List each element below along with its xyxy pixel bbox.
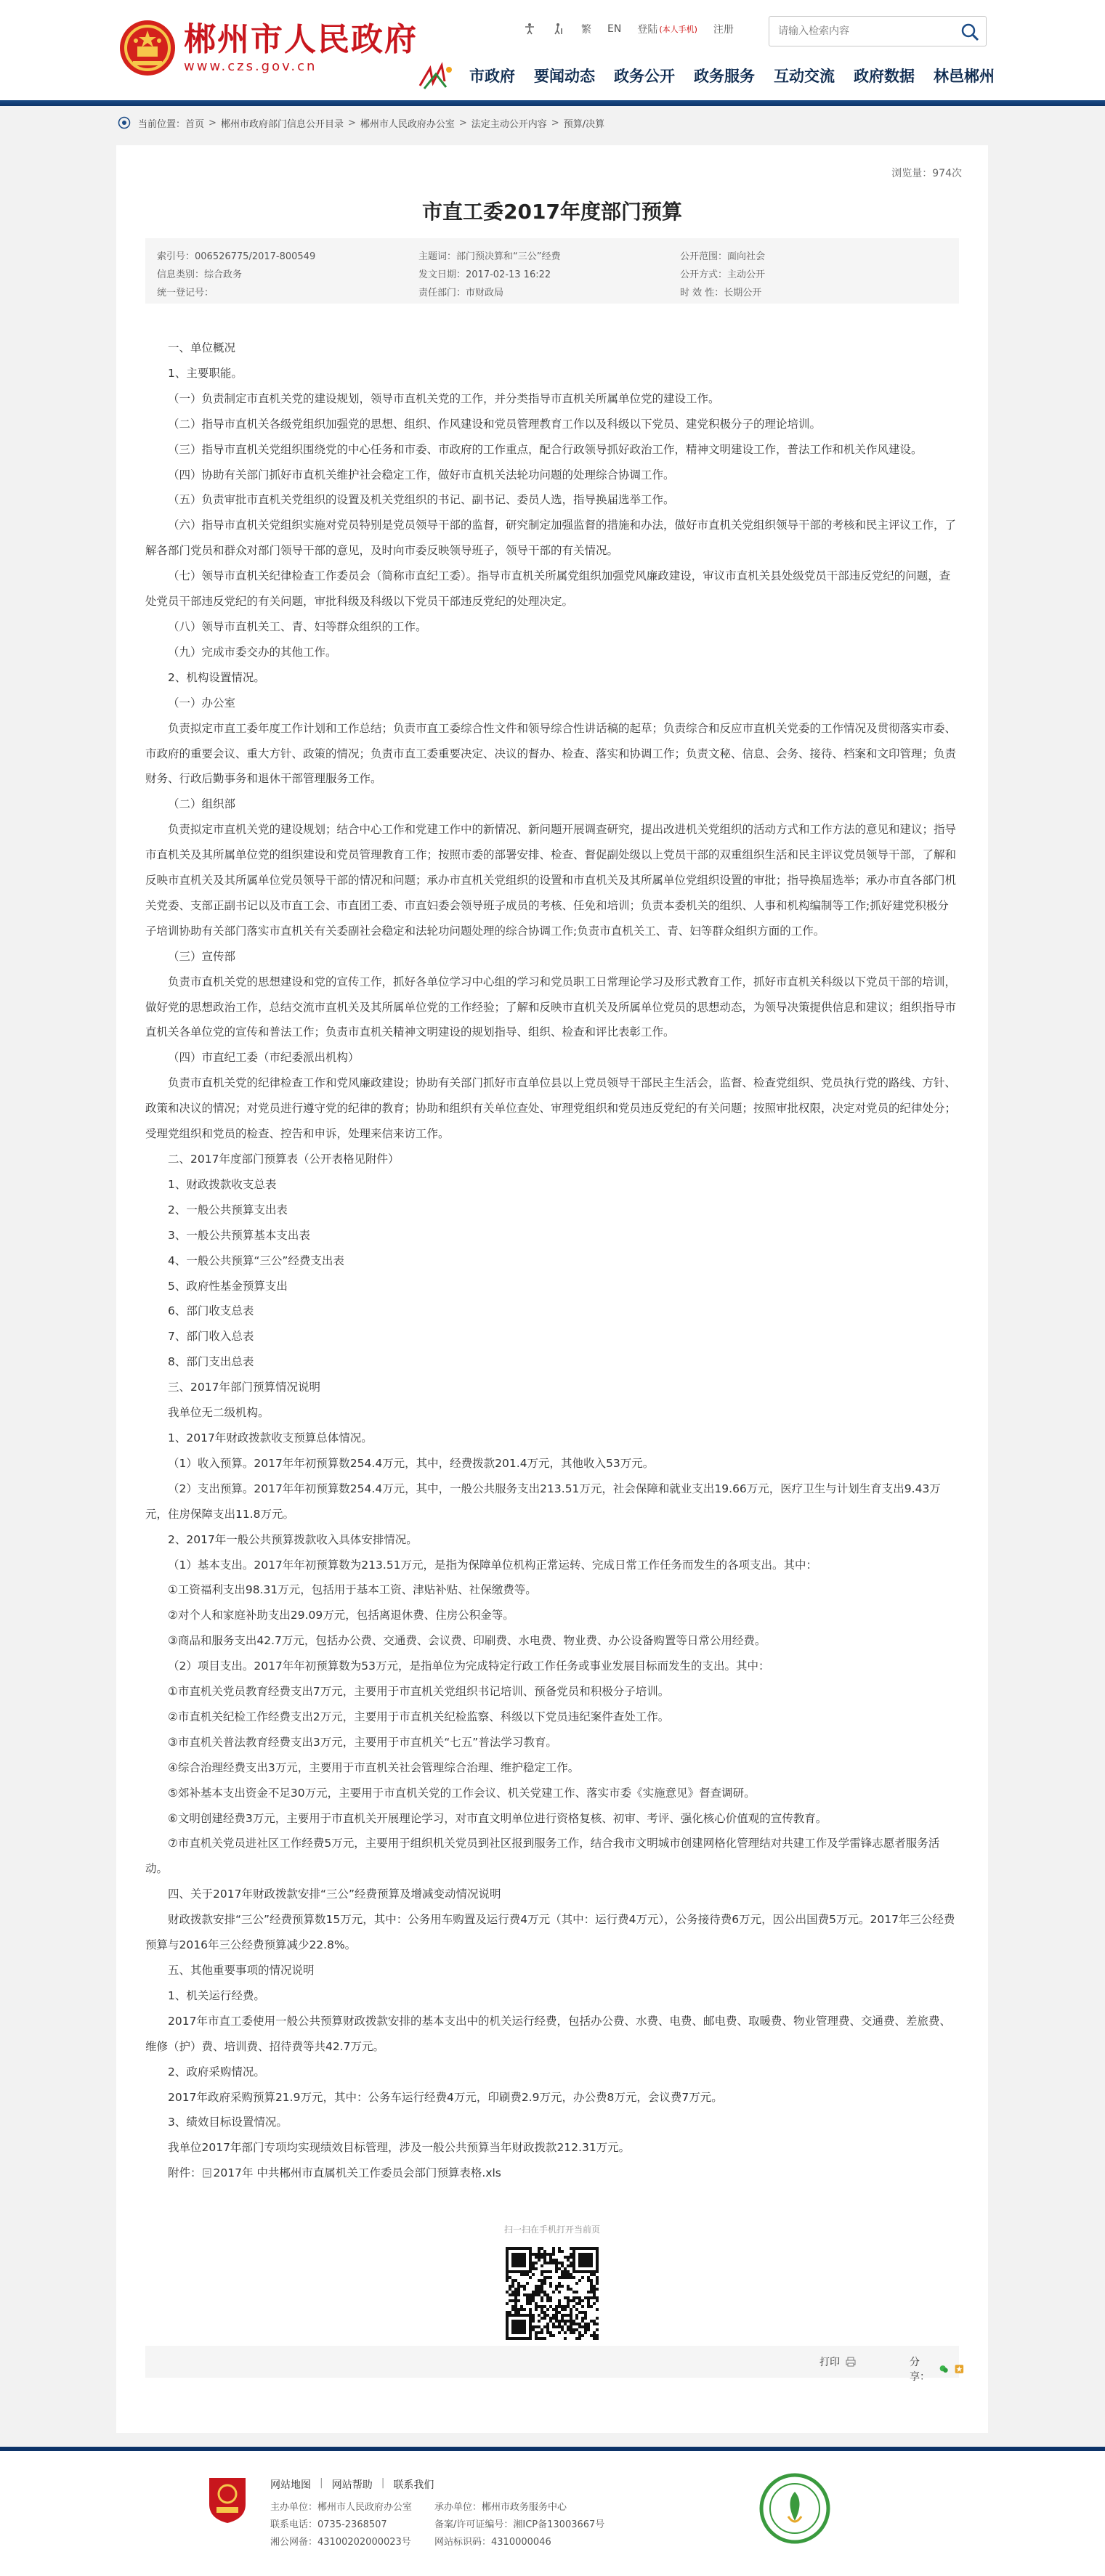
attachment-link[interactable]: 2017年 中共郴州市直属机关工作委员会部门预算表格.xls bbox=[213, 2166, 501, 2180]
search-input[interactable] bbox=[769, 17, 944, 46]
article-paragraph: 2、机构设置情况。 bbox=[168, 670, 265, 684]
decorative-mark-icon bbox=[417, 61, 456, 90]
wechat-icon[interactable] bbox=[939, 2362, 950, 2376]
article-paragraph: 财政拨款安排“三公”经费预算数15万元，其中：公务用车购置及运行费4万元（其中：运行费4万元），公务接待费6万元，因公出国费5万元。2017年三公经费预算与2016年三公经费预算减少22.8%。 bbox=[145, 1913, 955, 1952]
article-paragraph: 1、财政拨款收支总表 bbox=[168, 1177, 277, 1191]
elder-icon bbox=[552, 23, 565, 36]
article-paragraph: 三、2017年部门预算情况说明 bbox=[168, 1381, 320, 1394]
breadcrumb-statutory[interactable]: 法定主动公开内容 bbox=[471, 118, 547, 130]
article-paragraph: 负责拟定市直机关党的建设规划；结合中心工作和党建工作中的新情况、新问题开展调查研究，提出改进机关党组织的活动方式和工作方法的意见和建议；指导市直机关及其所属单位党的组织建设和党员管理教育工作；按照市委的部署安排、检查、督促副处级以上党员干部的双重组织生活和民主评议党员领导干部，了解和反映市直机关及其所属单位党员领导干部的情况和问题；承办市直机关党组织的设置和市直机关及其所属单位党组织设置的审批；指导换届选举；承办市直各部门机关党委、支部正副书记以及市直工会、市直团工委、市直妇委会领导班子成员的考核、任免和培训；负责本委机关的组织、人事和机构编制等工作;抓好建党积极分子培训协助有关部门落实市直机关有关委副社会稳定和法轮功问题处理的综合协调工作;负责市直机关工、青、妇等群众组织方面的工作。 bbox=[145, 823, 957, 938]
view-count: 浏览量：974次 bbox=[891, 168, 962, 179]
article-paragraph: 5、政府性基金预算支出 bbox=[168, 1279, 288, 1293]
meta-field: 责任部门：市财政局 bbox=[418, 288, 504, 298]
article-paragraph: 2、政府采购情况。 bbox=[168, 2065, 265, 2079]
article-paragraph: （2）项目支出。2017年年初预算数为53万元，是指单位为完成特定行政工作任务或事业发展目标而发生的支出。其中： bbox=[168, 1659, 770, 1673]
footer-icp[interactable]: 备案/许可证编号：湘ICP备13003667号 bbox=[434, 2519, 605, 2530]
nav-interaction[interactable]: 互动交流 bbox=[774, 68, 835, 85]
file-icon bbox=[202, 2168, 212, 2178]
footer-links bbox=[270, 2477, 434, 2492]
article-paragraph: ②市直机关纪检工作经费支出2万元，主要用于市直机关纪检监察、科级以下党员违纪案件查处工作。 bbox=[168, 1710, 670, 1723]
article-paragraph: （七）领导市直机关纪律检查工作委员会（简称市直纪工委）。指导市直机关所属党组织加强党风廉政建设，审议市直机关县处级党员干部违反党纪的问题，查处党员干部违反党纪的有关问题，审批科级及科级以下党员干部违反党纪的处理决定。 bbox=[145, 569, 951, 609]
article-paragraph: 2、一般公共预算支出表 bbox=[168, 1203, 288, 1216]
qr-label: 扫一扫在手机打开当前页 bbox=[503, 2224, 600, 2235]
breadcrumb-sep: > bbox=[551, 117, 559, 129]
article-paragraph: 二、2017年度部门预算表（公开表格见附件） bbox=[168, 1153, 400, 1166]
qr-code-icon bbox=[503, 2244, 602, 2343]
article-paragraph: （三）宣传部 bbox=[168, 949, 236, 963]
article-paragraph: ③市直机关普法教育经费支出3万元，主要用于市直机关“七五”普法学习教育。 bbox=[168, 1735, 557, 1749]
printer-icon bbox=[844, 2355, 857, 2368]
article-paragraph: 4、一般公共预算“三公”经费支出表 bbox=[168, 1254, 344, 1267]
article-paragraph: 2、2017年一般公共预算拨款收入具体安排情况。 bbox=[168, 1532, 418, 1546]
article-paragraph: ⑦市直机关党员进社区工作经费5万元，主要用于组织机关党员到社区报到服务工作，结合我市文明城市创建网格化管理结对共建工作及学雷锋志愿者服务活动。 bbox=[145, 1837, 940, 1876]
nav-city-gov[interactable]: 市政府 bbox=[469, 68, 515, 85]
article-paragraph: （二）指导市直机关各级党组织加强党的思想、组织、作风建设和党员管理教育工作以及科级以下党员、建党积极分子的理论培训。 bbox=[168, 417, 822, 431]
meta-field: 时 效 性：长期公开 bbox=[680, 288, 762, 298]
article-paragraph: （八）领导市直机关工、青、妇等群众组织的工作。 bbox=[168, 619, 427, 633]
article-paragraph: 3、一般公共预算基本支出表 bbox=[168, 1228, 310, 1242]
nav-linyi-chenzhou[interactable]: 林邑郴州 bbox=[934, 68, 995, 85]
article-paragraph: 6、部门收支总表 bbox=[168, 1304, 254, 1318]
nav-news[interactable]: 要闻动态 bbox=[534, 68, 595, 85]
footer-info bbox=[270, 2499, 604, 2551]
breadcrumb-budget[interactable]: 预算/决算 bbox=[563, 118, 605, 130]
article-paragraph: 一、单位概况 bbox=[168, 341, 236, 354]
breadcrumb-catalog[interactable]: 郴州市政府部门信息公开目录 bbox=[220, 118, 344, 130]
article-paragraph: （四）市直纪工委（市纪委派出机构） bbox=[168, 1051, 360, 1065]
article-paragraph: 五、其他重要事项的情况说明 bbox=[168, 1964, 315, 1977]
article-paragraph: 3、绩效目标设置情况。 bbox=[168, 2116, 288, 2129]
article-paragraph: （一）办公室 bbox=[168, 696, 236, 710]
breadcrumb bbox=[0, 106, 1105, 139]
elder-mode-link[interactable] bbox=[552, 23, 565, 36]
attachment-row bbox=[145, 2161, 959, 2186]
article-meta bbox=[145, 238, 959, 304]
login-link[interactable] bbox=[637, 22, 697, 36]
article-paragraph: ③商品和服务支出42.7万元，包括办公费、交通费、会议费、印刷费、水电费、物业费、办公设备购置等日常公用经费。 bbox=[168, 1634, 766, 1648]
meta-field: 公开范围：面向社会 bbox=[680, 251, 766, 262]
article-card bbox=[116, 145, 988, 2433]
article-paragraph: ①工资福利支出98.31万元，包括用于基本工资、津贴补贴、社保缴费等。 bbox=[168, 1583, 537, 1597]
nav-gov-service[interactable]: 政务服务 bbox=[694, 68, 755, 85]
meta-field: 索引号：006526775/2017-800549 bbox=[157, 251, 316, 262]
article-paragraph: 四、关于2017年财政拨款安排“三公”经费预算及增减变动情况说明 bbox=[168, 1888, 501, 1901]
sitemap-link[interactable]: 网站地图 bbox=[270, 2479, 311, 2491]
article-paragraph: （四）协助有关部门抓好市直机关维护社会稳定工作，做好市直机关法轮功问题的处理综合协调工作。 bbox=[168, 468, 675, 482]
article-paragraph: 1、机关运行经费。 bbox=[168, 1988, 265, 2002]
meta-field: 统一登记号： bbox=[157, 288, 214, 298]
site-url: www.czs.gov.cn bbox=[184, 59, 317, 74]
article-paragraph: 2017年市直工委使用一般公共预算财政拨款安排的基本支出中的机关运行经费，包括办公费、水费、电费、邮电费、取暖费、物业管理费、交通费、差旅费、维修（护）费、培训费、招待费等共42.7万元。 bbox=[145, 2014, 951, 2053]
article-paragraph: （二）组织部 bbox=[168, 797, 236, 811]
article-paragraph: ①市直机关党员教育经费支出7万元，主要用于市直机关党组织书记培训、预备党员和积极分子培训。 bbox=[168, 1685, 670, 1699]
breadcrumb-sep: > bbox=[458, 117, 467, 129]
share-bar bbox=[145, 2346, 959, 2383]
print-label: 打印 bbox=[819, 2357, 840, 2368]
register-link[interactable]: 注册 bbox=[713, 24, 734, 36]
contact-link[interactable]: 联系我们 bbox=[393, 2479, 434, 2491]
article-paragraph: 负责市直机关党的思想建设和党的宣传工作，抓好各单位学习中心组的学习和党员职工日常理论学习及形式教育工作，抓好市直机关科级以下党员干部的培训，做好党的思想政治工作，总结交流市直机关及其所属单位党的工作经验；了解和反映市直机关及所属单位党员的思想动态，为领导决策提供信息和建议；组织指导市直机关各单位党的宣传和普法工作；负责市直机关精神文明建设的规划指导、组织、检查和评比表彰工作。 bbox=[145, 975, 957, 1039]
header-divider bbox=[0, 100, 1105, 106]
login-sub: (本人手机) bbox=[659, 25, 697, 34]
nav-gov-open[interactable]: 政务公开 bbox=[614, 68, 675, 85]
location-pin-icon bbox=[118, 116, 131, 129]
site-footer bbox=[0, 2447, 1105, 2576]
national-emblem-icon bbox=[118, 19, 177, 77]
article-paragraph: ⑥文明创建经费3万元，主要用于市直机关开展理论学习，对市直文明单位进行资格复核、初审、考评、强化核心价值观的宣传教育。 bbox=[168, 1811, 827, 1825]
article-paragraph: （五）负责审批市直机关党组织的设置及机关党组织的书记、副书记、委员人选，指导换届选举工作。 bbox=[168, 493, 675, 507]
article-paragraph: 负责拟定市直工委年度工作计划和工作总结；负责市直工委综合性文件和领导综合性讲话稿的起草；负责综合和反应市直机关党委的工作情况及贯彻落实市委、市政府的重要会议、重大方针、政策的情况；负责市直工委重要决定、决议的督办、检查、落实和协调工作；负责文秘、信息、会务、接待、档案和文印管理；负责财务、行政后勤事务和退休干部管理服务工作。 bbox=[145, 721, 957, 786]
site-name: 郴州市人民政府 bbox=[184, 21, 418, 58]
article-paragraph: （九）完成市委交办的其他工作。 bbox=[168, 645, 337, 659]
article-paragraph: 负责市直机关党的纪律检查工作和党风廉政建设；协助有关部门抓好市直单位县以上党员领导干部民主生活会，监督、检查党组织、党员执行党的路线、方针、政策和决议的情况；对党员进行遵守党的纪律的教育；协助和组织有关单位查处、审理党组织和党员违反党纪的有关问题；按照审批权限，决定对党员的纪律处分；受理党组织和党员的检查、控告和申诉，处理来信来访工作。 bbox=[145, 1076, 957, 1141]
footer-sponsor: 主办单位：郴州市人民政府办公室 bbox=[270, 2502, 413, 2513]
article-paragraph: 1、2017年财政拨款收支预算总体情况。 bbox=[168, 1431, 373, 1445]
article-paragraph: （1）收入预算。2017年年初预算数254.4万元，其中，经费拨款201.4万元，其他收入53万元。 bbox=[168, 1456, 655, 1470]
article-paragraph: （2）支出预算。2017年年初预算数254.4万元，其中，一般公共服务支出213.51万元，社会保障和就业支出19.66万元，医疗卫生与计划生育支出9.43万元，住房保障支出11.8万元。 bbox=[145, 1482, 941, 1521]
article-paragraph: （三）指导市直机关党组织围绕党的中心任务和市委、市政府的工作重点，配合行政领导抓好政治工作，精神文明建设工作，普法工作和机关作风建设。 bbox=[168, 442, 923, 456]
article-paragraph: 1、主要职能。 bbox=[168, 366, 243, 380]
site-logo[interactable] bbox=[118, 19, 418, 77]
traditional-chinese-link[interactable]: 繁 bbox=[581, 24, 591, 36]
article-paragraph: （六）指导市直机关党组织实施对党员特别是党员领导干部的监督，研究制定加强监督的措施和办法，做好市直机关党组织领导干部的考核和民主评议工作，了解各部门党员和群众对部门领导干部的意见，及时向市委反映领导班子，领导干部的有关情况。 bbox=[145, 519, 957, 558]
footer-sep: | bbox=[320, 2477, 323, 2489]
article-body bbox=[145, 336, 959, 2186]
article-paragraph: 我单位2017年部门专项均实现绩效目标管理，涉及一般公共预算当年财政拨款212.31万元。 bbox=[168, 2141, 631, 2155]
breadcrumb-sep: > bbox=[347, 117, 356, 129]
search-icon[interactable] bbox=[960, 22, 980, 42]
english-link[interactable]: EN bbox=[607, 23, 622, 35]
accessibility-link[interactable] bbox=[523, 23, 536, 36]
footer-organizer: 承办单位：郴州市政务服务中心 bbox=[434, 2502, 567, 2513]
login-label: 登陆 bbox=[637, 24, 658, 36]
article-paragraph: （一）负责制定市直机关党的建设规划，领导市直机关党的工作，并分类指导市直机关所属单位党的建设工作。 bbox=[168, 391, 720, 405]
breadcrumb-home[interactable]: 首页 bbox=[185, 118, 205, 130]
print-button[interactable] bbox=[819, 2354, 857, 2369]
article-paragraph: ④综合治理经费支出3万元，主要用于市直机关社会管理综合治理、维护稳定工作。 bbox=[168, 1760, 580, 1774]
article-paragraph: ⑤郊补基本支出资金不足30万元，主要用于市直机关党的工作会议、机关党建工作、落实市委《实施意见》督查调研。 bbox=[168, 1786, 756, 1800]
attachment-label: 附件： bbox=[168, 2166, 202, 2180]
meta-field: 公开方式：主动公开 bbox=[680, 269, 766, 280]
article-paragraph: 8、部门支出总表 bbox=[168, 1355, 254, 1369]
article-paragraph: 2017年政府采购预算21.9万元，其中：公务车运行经费4万元，印刷费2.9万元，办公费8万元，会议费7万元。 bbox=[168, 2090, 723, 2104]
top-links bbox=[523, 22, 750, 36]
article-paragraph: ②对个人和家庭补助支出29.09万元，包括离退休费、住房公积金等。 bbox=[168, 1609, 514, 1622]
gov-site-error-finder-icon[interactable] bbox=[759, 2473, 830, 2544]
meta-field: 信息类别：综合政务 bbox=[157, 269, 243, 280]
accessibility-icon bbox=[523, 23, 536, 36]
search-box bbox=[769, 16, 987, 46]
article-title: 市直工委2017年度部门预算 bbox=[422, 200, 682, 224]
share-group bbox=[910, 2354, 965, 2384]
qzone-icon[interactable] bbox=[954, 2362, 965, 2376]
nav-gov-data[interactable]: 政府数据 bbox=[854, 68, 915, 85]
footer-phone: 联系电话：0735-2368507 bbox=[270, 2519, 387, 2530]
site-header bbox=[0, 0, 1105, 100]
breadcrumb-sep: > bbox=[209, 117, 216, 129]
breadcrumb-office[interactable]: 郴州市人民政府办公室 bbox=[360, 118, 455, 130]
breadcrumb-label: 当前位置： bbox=[138, 118, 186, 130]
article-paragraph: 我单位无二级机构。 bbox=[168, 1406, 270, 1420]
footer-sep: | bbox=[381, 2477, 385, 2489]
qr-section bbox=[116, 2222, 988, 2346]
footer-site-code: 网站标识码：4310000046 bbox=[434, 2537, 551, 2548]
share-label: 分享： bbox=[910, 2357, 930, 2383]
meta-field: 发文日期：2017-02-13 16:22 bbox=[418, 269, 551, 280]
article-paragraph: （1）基本支出。2017年年初预算数为213.51万元，是指为保障单位机构正常运转、完成日常工作任务而发生的各项支出。其中： bbox=[168, 1558, 818, 1572]
article-paragraph: 7、部门收入总表 bbox=[168, 1330, 254, 1344]
meta-field: 主题词：部门预决算和“三公”经费 bbox=[418, 251, 561, 262]
party-badge-icon[interactable] bbox=[206, 2475, 248, 2524]
help-link[interactable]: 网站帮助 bbox=[331, 2479, 373, 2491]
footer-police[interactable]: 湘公网备：43100202000023号 bbox=[270, 2537, 411, 2548]
main-nav bbox=[417, 61, 1013, 90]
